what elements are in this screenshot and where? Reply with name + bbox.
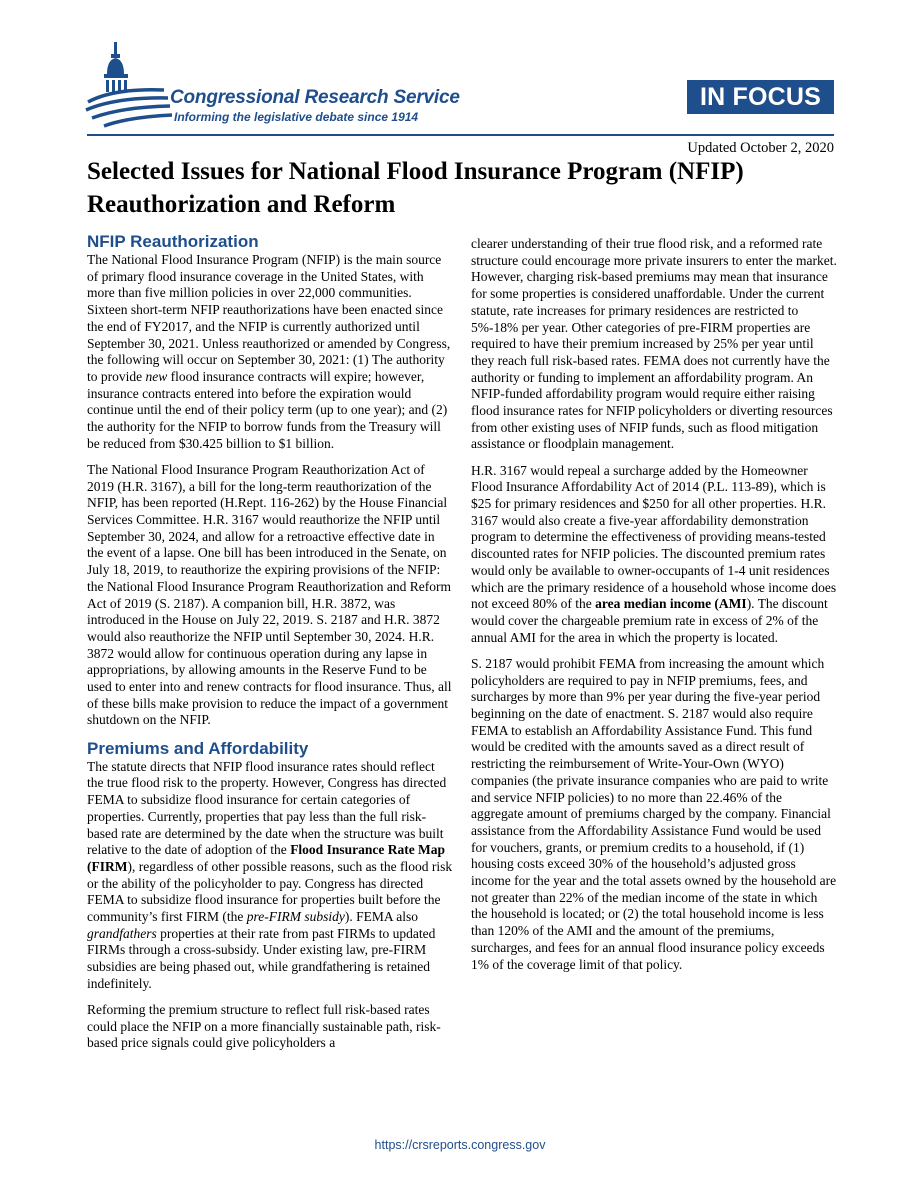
paragraph-1: The National Flood Insurance Program (NFIP) is the main source of primary flood insurance coverage in the United States, with more than five million policies in over 22,000 communities. Sixteen short-term NFIP reauthorizations have been enacted since the end of FY2017, and the NFIP is currently authorized until September 30, 2021. Unless reauthorized or amended by Congress, the following will occur on September 30, 2021: (1) The authority to provide new flood insurance contracts will expire; however, insurance contracts entered into before the expiration would continue until the end of their policy term (up to one year); and (2) the authority for the NFIP to borrow funds from the Treasury will be reduced from $30.425 billion to $1 billion. <box>87 252 451 451</box>
right-column <box>471 236 837 983</box>
paragraph-4-continued: clearer understanding of their true flood risk, and a reformed rate structure could encourage more private insurers to enter the market. However, charging risk-based premiums may mean that insurance for some properties is considered unaffordable. Under the current statute, rate increases for primary residences are restricted to 5%-18% per year. Other categories of pre-FIRM properties are required to have their premium increased by 25% per year until they reach full risk-based rates. FEMA does not currently have the authority or funding to implement an affordability program. An NFIP-funded affordability program would require either raising flood insurance rates for NFIP policyholders or diverting resources from other existing uses of NFIP funds, such as flood mitigation assistance or floodplain management. <box>471 236 837 452</box>
term-firm: Flood Insurance Rate Map (FIRM <box>87 842 446 874</box>
term-ami: area median income (AMI <box>595 596 747 612</box>
emphasis-new: new <box>145 368 168 384</box>
in-focus-badge: IN FOCUS <box>687 80 834 114</box>
page-title: Selected Issues for National Flood Insurance Program (NFIP) Reauthorization and Reform <box>87 158 744 218</box>
paragraph-2: The National Flood Insurance Program Reauthorization Act of 2019 (H.R. 3167), a bill for the long-term reauthorization of the NFIP, has been reported (H.Rept. 116-262) by the House Financial Services Committee. H.R. 3167 would reauthorize the NFIP until September 30, 2024, and allow for a retroactive effective date in the event of a lapse. One bill has been introduced in the Senate, on July 18, 2019, to reauthorize the expiring provisions of the NFIP: the National Flood Insurance Program Reauthorization and Reform Act of 2019 (S. 2187). A companion bill, H.R. 3872, was introduced in the House on July 22, 2019. S. 2187 and H.R. 3872 would also reauthorize the NFIP until September 30, 2024. H.R. 3872 would allow for continuous operation during any lapse in appropriations, by allowing amounts in the Reserve Fund to be used to enter into and renew contracts for flood insurance. Thus, all of these bills make provision to reduce the impact of a government shutdown on the NFIP. <box>87 461 452 728</box>
left-column <box>87 232 453 1062</box>
term-grandfathers: grandfathers <box>87 925 157 941</box>
updated-date: Updated October 2, 2020 <box>687 140 834 156</box>
footer-url[interactable]: https://crsreports.congress.gov <box>374 1138 546 1152</box>
section-heading-premiums: Premiums and Affordability <box>87 738 309 758</box>
section-heading-reauthorization: NFIP Reauthorization <box>87 232 259 251</box>
paragraph-6: S. 2187 would prohibit FEMA from increasing the amount which policyholders are required to pay in NFIP premiums, fees, and surcharges by more than 9% per year during the five-year period beginning on the date of enactment. S. 2187 would also require FEMA to establish an Affordability Assistance Fund. This fund would be credited with the amounts saved as a direct result of restricting the reimbursement of Write-Your-Own (WYO) companies (the private insurance companies who are paid to write and service NFIP policies) to no more than 22.46% of the aggregate amount of premiums charged by the company. Financial assistance from the Affordability Assistance Fund would be used for vouchers, grants, or premium credits to a household, if (1) housing costs exceed 30% of the household’s adjusted gross income for the year and the total assets owned by the household are not greater than 22% of the median income of the state in which the household is located; or (2) the total household income is less than 120% of the AMI and the amount of the premiums, surcharges, and fees for an annual flood insurance policy exceeds 1% of the coverage limit of that policy. <box>471 655 837 972</box>
logo-title: Congressional Research Service <box>170 87 460 108</box>
paragraph-4: Reforming the premium structure to reflect full risk-based rates could place the NFIP on a more financially sustainable path, risk-based price signals could give policyholders a <box>87 1002 441 1051</box>
capitol-dome-icon <box>84 40 174 130</box>
term-pre-firm-subsidy: pre-FIRM subsidy <box>246 909 345 925</box>
paragraph-5: H.R. 3167 would repeal a surcharge added by the Homeowner Flood Insurance Affordability Act of 2014 (P.L. 113-89), which is $25 for primary residences and $250 for all other properties. H.R. 3167 would also create a five-year affordability demonstration program to determine the effectiveness of providing means-tested discounted rates for NFIP policies. The discounted premium rates would only be available to owner-occupants of 1-4 unit residences which are the primary residence of a household whose income does not exceed 80% of the area median income (AMI). The discount would cover the chargeable premium rate in excess of 2% of the annual AMI for the area in which the property is located. <box>471 462 837 645</box>
header-divider <box>87 134 834 136</box>
crs-logo <box>84 40 504 130</box>
paragraph-3: The statute directs that NFIP flood insurance rates should reflect the true flood risk to the property. However, Congress has directed FEMA to subsidize flood insurance for certain categories of properties. Currently, properties that pay less than the full risk-based rate are determined by the date when the structure was built relative to the date of adoption of the Flood Insurance Rate Map (FIRM), regardless of other possible reasons, such as the flood risk or the ability of the policyholder to pay. Congress has directed FEMA to subsidize flood insurance for properties built before the community’s first FIRM (the pre-FIRM subsidy). FEMA also grandfathers properties at their rate from past FIRMs to updated FIRMs through a cross-subsidy. Under existing law, pre-FIRM subsidies are being phased out, while grandfathering is retained indefinitely. <box>87 758 453 991</box>
logo-subtitle: Informing the legislative debate since 1914 <box>174 110 419 124</box>
